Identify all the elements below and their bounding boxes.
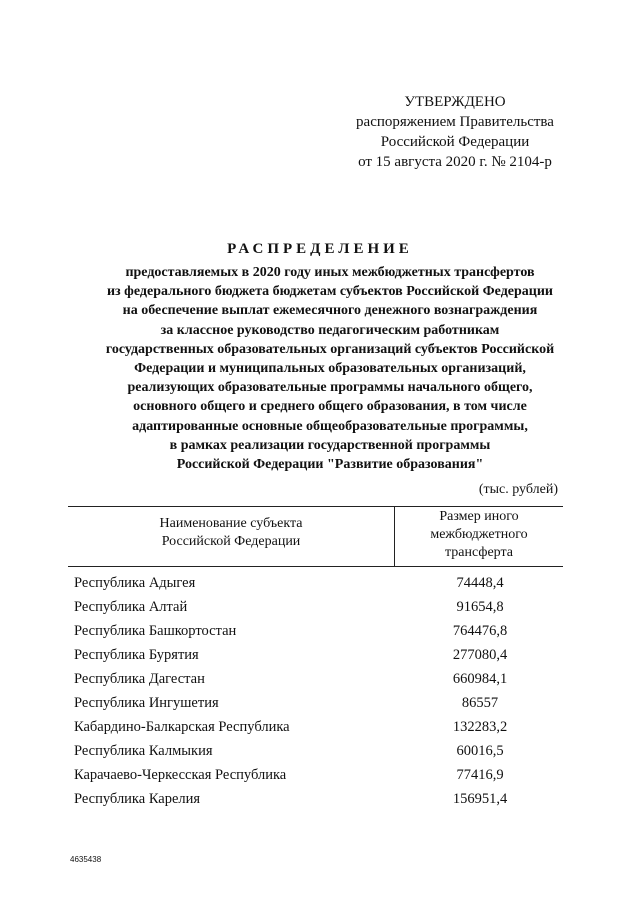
approval-line-federation: Российской Федерации <box>380 134 530 150</box>
subject-name: Республика Калмыкия <box>74 743 213 759</box>
subject-name: Кабардино-Балкарская Республика <box>74 719 290 735</box>
column-header-subject-line: Российской Федерации <box>161 534 301 549</box>
column-header-amount-line: Размер иного <box>439 509 519 524</box>
column-header-amount-line: межбюджетного <box>430 527 528 542</box>
table-row <box>0 791 640 815</box>
subtitle-line: адаптированные основные общеобразовательные программы, <box>132 418 528 434</box>
table-header-bottom-rule <box>68 566 563 567</box>
table-row <box>0 575 640 599</box>
approval-heading: УТВЕРЖДЕНО <box>404 94 506 110</box>
table-row <box>0 743 640 767</box>
transfer-amount: 132283,2 <box>452 719 508 735</box>
table-body <box>0 575 640 815</box>
table-top-rule <box>68 506 563 507</box>
subtitle-line: в рамках реализации государственной программы <box>169 437 491 453</box>
transfer-amount: 74448,4 <box>456 575 504 591</box>
table-row <box>0 719 640 743</box>
document-subtitle <box>40 263 620 474</box>
subject-name: Республика Алтай <box>74 599 188 615</box>
approval-line-decree: распоряжением Правительства <box>356 114 554 130</box>
approval-block <box>330 92 580 172</box>
transfer-amount: 277080,4 <box>452 647 508 663</box>
document-title: РАСПРЕДЕЛЕНИЕ <box>227 241 413 257</box>
transfer-amount: 156951,4 <box>452 791 508 807</box>
table-row <box>0 671 640 695</box>
subtitle-line: государственных образовательных организаций субъектов Российской <box>105 341 555 357</box>
units-label: (тыс. рублей) <box>478 482 558 497</box>
transfer-amount: 77416,9 <box>456 767 504 783</box>
subject-name: Республика Дагестан <box>74 671 205 687</box>
subtitle-line: за классное руководство педагогическим работникам <box>160 322 500 338</box>
table-row <box>0 767 640 791</box>
subject-name: Республика Карелия <box>74 791 201 807</box>
subject-name: Республика Бурятия <box>74 647 199 663</box>
transfer-amount: 86557 <box>461 695 499 711</box>
transfer-amount: 764476,8 <box>452 623 508 639</box>
column-header-subject-line: Наименование субъекта <box>159 516 303 531</box>
column-header-subject <box>68 515 394 551</box>
subtitle-line: на обеспечение выплат ежемесячного денежного вознаграждения <box>122 303 538 319</box>
transfer-amount: 60016,5 <box>456 743 504 759</box>
subtitle-line: Российской Федерации "Развитие образования" <box>176 457 484 473</box>
transfer-amount: 91654,8 <box>456 599 504 615</box>
table-row <box>0 599 640 623</box>
table-row <box>0 647 640 671</box>
column-header-amount <box>395 508 563 562</box>
column-header-amount-line: трансферта <box>445 545 513 560</box>
subject-name: Республика Адыгея <box>74 575 196 591</box>
subtitle-line: основного общего и среднего общего образования, в том числе <box>133 399 527 415</box>
subject-name: Республика Ингушетия <box>74 695 219 711</box>
subject-name: Карачаево-Черкесская Республика <box>74 767 287 783</box>
subtitle-line: Федерации и муниципальных образовательных организаций, <box>134 361 526 377</box>
transfer-amount: 660984,1 <box>452 671 508 687</box>
subtitle-line: из федерального бюджета бюджетам субъектов Российской Федерации <box>106 284 553 300</box>
subject-name: Республика Башкортостан <box>74 623 237 639</box>
subtitle-line: предоставляемых в 2020 году иных межбюджетных трансфертов <box>125 265 535 280</box>
subtitle-line: реализующих образовательные программы начального общего, <box>127 380 533 396</box>
approval-line-date: от 15 августа 2020 г. № 2104-р <box>358 154 552 170</box>
table-row <box>0 623 640 647</box>
document-code: 4635438 <box>70 855 102 864</box>
table-row <box>0 695 640 719</box>
